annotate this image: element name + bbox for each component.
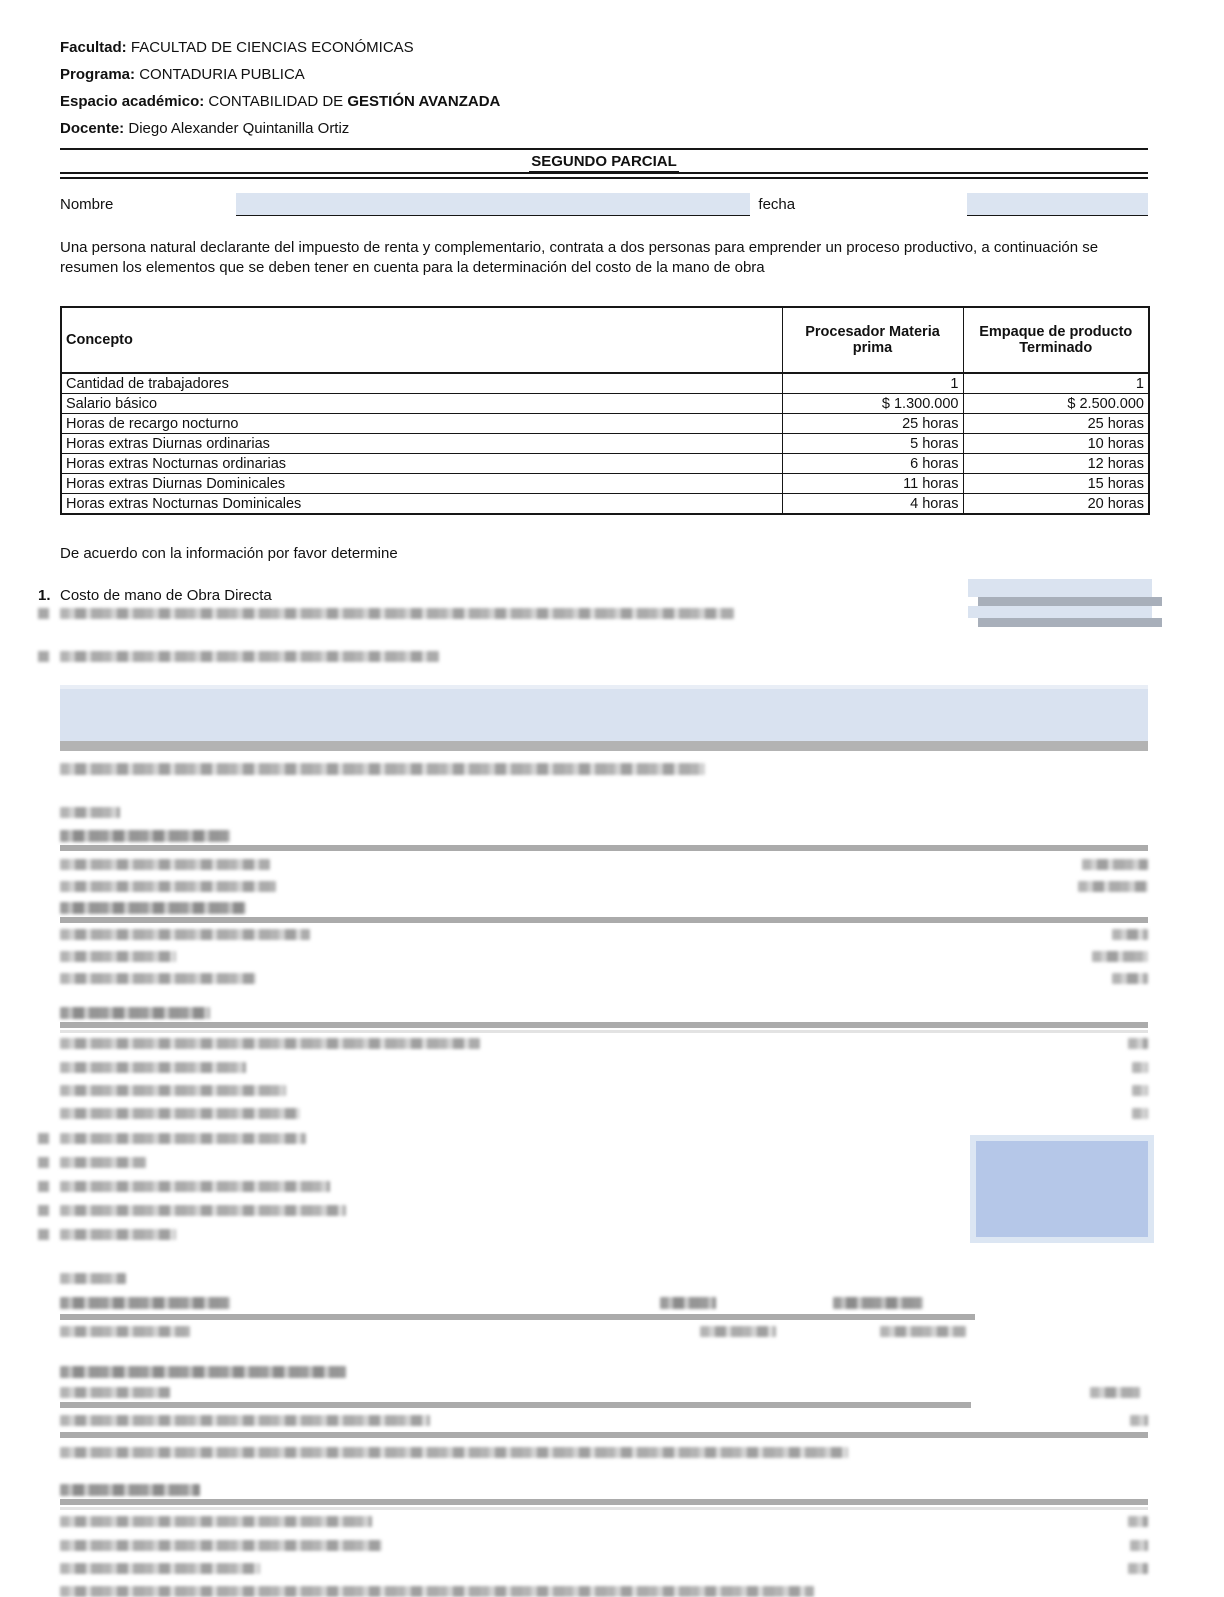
redacted-row	[60, 1062, 1148, 1073]
answer-underline	[978, 618, 1162, 627]
question-1-number: 1.	[38, 587, 51, 604]
answer-box-2[interactable]	[970, 1135, 1154, 1243]
redacted-text	[60, 1326, 190, 1337]
header-concepto: Concepto	[61, 307, 782, 373]
espacio-academico-line	[60, 92, 1148, 112]
section-rule	[60, 1022, 1148, 1028]
docente-value: Diego Alexander Quintanilla Ortiz	[128, 120, 350, 137]
table-row: Horas extras Nocturnas Dominicales 4 horas 20 horas	[61, 494, 1149, 515]
table-row: Horas extras Nocturnas ordinarias 6 horas 12 horas	[61, 454, 1149, 474]
redacted-row	[60, 1038, 1148, 1049]
redacted-question	[38, 651, 1148, 662]
section-rule	[60, 1314, 975, 1320]
section-rule-light	[60, 1030, 1148, 1033]
facultad-value: FACULTAD DE CIENCIAS ECONÓMICAS	[130, 39, 414, 56]
redacted-header-row	[60, 1297, 1148, 1310]
redacted-text	[60, 1062, 246, 1073]
redacted-value	[1090, 1387, 1140, 1398]
redacted-marker	[38, 608, 49, 619]
redacted-text	[60, 1108, 300, 1119]
redacted-heading	[60, 830, 230, 842]
section-rule	[60, 1499, 1148, 1505]
redacted-section-5	[60, 1484, 1148, 1597]
redacted-text	[60, 881, 276, 892]
table-row: Horas extras Diurnas Dominicales 11 horas 15 horas	[61, 474, 1149, 494]
table-row: Horas de recargo nocturno 25 horas 25 horas	[61, 414, 1149, 434]
section-rule	[60, 917, 1148, 923]
redacted-column-header	[833, 1297, 923, 1309]
docente-line	[60, 119, 1148, 139]
answer-field[interactable]	[968, 579, 1152, 597]
header-empaque: Empaque de producto Terminado	[963, 307, 1149, 373]
page-title: SEGUNDO PARCIAL	[531, 153, 677, 170]
espacio-label: Espacio académico:	[60, 93, 205, 110]
table-row: Horas extras Diurnas ordinarias 5 horas 10 horas	[61, 434, 1149, 454]
intro-paragraph: Una persona natural declarante del impuesto de renta y complementario, contrata a dos personas para emprender un proceso productivo, a continuación se resumen los elementos que se deben tener en cuenta para la determinación del costo de la mano de obra	[60, 239, 1099, 276]
header-procesador: Procesador Materia prima	[782, 307, 963, 373]
nombre-label: Nombre	[60, 196, 114, 213]
redacted-text	[60, 1540, 382, 1551]
redacted-value	[1132, 1062, 1148, 1073]
espacio-value-bold: GESTIÓN AVANZADA	[347, 93, 501, 110]
answer-band[interactable]	[60, 685, 1148, 741]
redacted-marker	[38, 1133, 49, 1144]
redacted-question-list	[60, 1133, 1148, 1240]
redacted-value	[1082, 859, 1148, 870]
redacted-section-3	[60, 1273, 1148, 1339]
answer-underline	[978, 597, 1162, 606]
redacted-value	[700, 1326, 776, 1337]
redacted-row	[60, 1516, 1148, 1527]
redacted-value	[1130, 1540, 1148, 1551]
section-rule	[60, 1432, 1148, 1438]
redacted-column-header	[660, 1297, 716, 1309]
redacted-text	[60, 807, 120, 818]
redacted-value	[1128, 1563, 1148, 1574]
redacted-text	[60, 1133, 306, 1144]
redacted-value	[1128, 1038, 1148, 1049]
answer-band-underline	[60, 741, 1148, 751]
redacted-heading	[60, 902, 246, 914]
table-header-row	[61, 307, 1149, 373]
redacted-value	[1132, 1085, 1148, 1096]
redacted-text	[60, 973, 256, 984]
redacted-value	[1128, 1516, 1148, 1527]
redacted-value	[1092, 951, 1148, 962]
redacted-row	[60, 1415, 1148, 1426]
redacted-text	[60, 1229, 176, 1240]
redacted-text	[60, 1157, 146, 1168]
redacted-section-1	[60, 807, 1148, 984]
programa-line	[60, 65, 1148, 85]
question-1-text: Costo de mano de Obra Directa	[60, 587, 272, 604]
redacted-heading	[60, 1484, 200, 1496]
redacted-text	[60, 1447, 848, 1458]
name-date-row	[60, 192, 1148, 216]
facultad-label: Facultad:	[60, 39, 127, 56]
redacted-text	[60, 1516, 372, 1527]
redacted-row	[60, 1540, 1148, 1551]
redacted-text	[60, 651, 439, 662]
redacted-row	[60, 951, 1148, 962]
redacted-text	[60, 608, 734, 619]
labor-cost-table	[60, 306, 1150, 515]
redacted-row	[60, 929, 1148, 940]
title-divider	[60, 172, 1148, 179]
table-row: Cantidad de trabajadores 1 1	[61, 373, 1149, 394]
redacted-section-2	[60, 1007, 1148, 1119]
redacted-text	[60, 1205, 346, 1216]
redacted-marker	[38, 651, 49, 662]
redacted-section-4	[60, 1366, 1148, 1458]
redacted-text	[60, 1181, 330, 1192]
answer-box-question-1[interactable]	[968, 579, 1152, 627]
redacted-text	[60, 859, 270, 870]
redacted-text	[60, 951, 176, 962]
document-header	[60, 38, 1148, 139]
redacted-value	[1112, 929, 1148, 940]
redacted-row	[60, 1563, 1148, 1574]
redacted-text	[60, 1273, 126, 1284]
espacio-value: CONTABILIDAD DE	[208, 93, 344, 110]
table-row: Salario básico $ 1.300.000 $ 2.500.000	[61, 394, 1149, 414]
redacted-row	[60, 1108, 1148, 1119]
redacted-marker	[38, 1229, 49, 1240]
redacted-text	[60, 1415, 430, 1426]
answer-field[interactable]	[968, 606, 1152, 618]
redacted-row	[60, 881, 1148, 892]
fecha-label: fecha	[758, 196, 796, 213]
redacted-row	[60, 859, 1148, 870]
redacted-text	[60, 1387, 170, 1398]
redacted-marker	[38, 1157, 49, 1168]
fecha-input[interactable]	[967, 193, 1148, 216]
redacted-text	[60, 1085, 286, 1096]
programa-value: CONTADURIA PUBLICA	[139, 66, 305, 83]
redacted-marker	[38, 1181, 49, 1192]
redacted-text	[60, 1038, 480, 1049]
instruction-text: De acuerdo con la información por favor determine	[60, 545, 398, 562]
redacted-text	[60, 1586, 814, 1597]
redacted-heading	[60, 1366, 346, 1378]
redacted-value	[1130, 1415, 1148, 1426]
redacted-text	[60, 1563, 260, 1574]
section-rule	[60, 845, 1148, 851]
redacted-marker	[38, 1205, 49, 1216]
facultad-line	[60, 38, 1148, 58]
section-rule	[60, 1402, 971, 1408]
redacted-text	[60, 763, 705, 775]
redacted-value	[1132, 1108, 1148, 1119]
redacted-row	[60, 1387, 1148, 1398]
redacted-value	[880, 1326, 966, 1337]
redacted-text	[60, 929, 310, 940]
redacted-row	[60, 973, 1148, 984]
redacted-value	[1078, 881, 1148, 892]
redacted-value-row	[60, 1326, 1148, 1339]
programa-label: Programa:	[60, 66, 136, 83]
question-1	[38, 587, 1148, 605]
redacted-value	[1112, 973, 1148, 984]
nombre-input[interactable]	[236, 193, 750, 216]
section-rule-light	[60, 1507, 1148, 1510]
docente-label: Docente:	[60, 120, 125, 137]
redacted-row	[60, 1085, 1148, 1096]
redacted-heading	[60, 1297, 230, 1309]
redacted-heading	[60, 1007, 210, 1019]
